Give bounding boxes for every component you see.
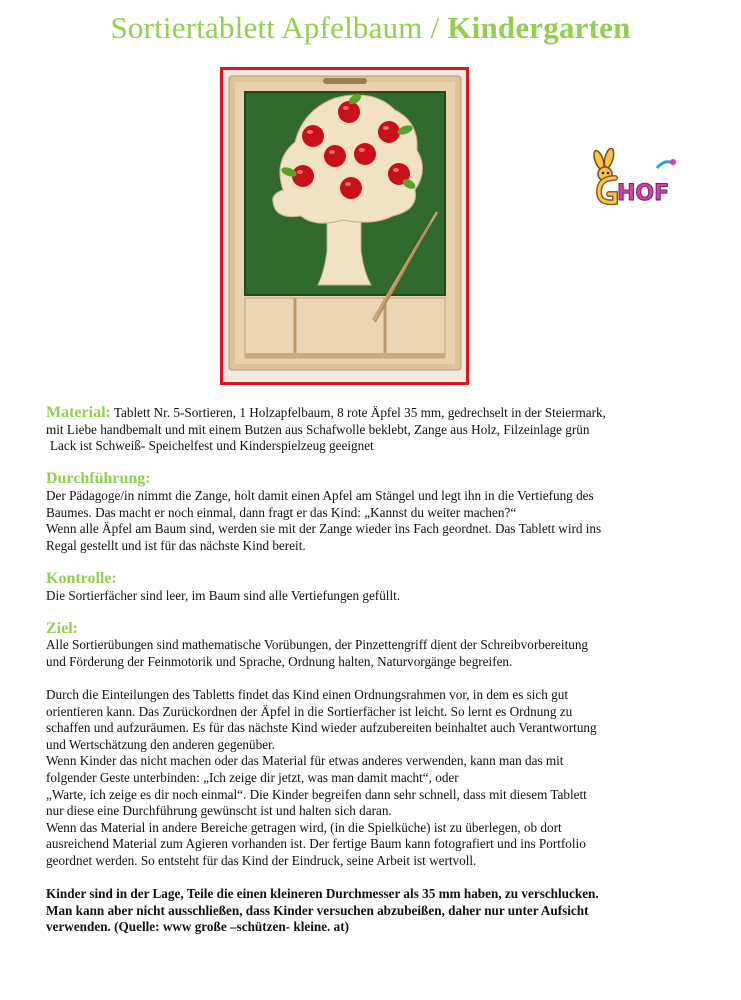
page-title	[0, 10, 741, 46]
ziel-p2-line9: Wenn das Material in andere Bereiche getragen wird, (in die Spielküche) ist zu überlegen, ob dort	[46, 819, 562, 835]
warning-line3: verwenden. (Quelle: www große –schützen- kleine. at)	[46, 919, 350, 935]
warning-line2: Man kann aber nicht ausschließen, dass Kinder versuchen abzubeißen, daher nur unter Aufsicht	[46, 902, 589, 918]
ziel-p2-line11: geordnet werden. So entsteht für das Kind der Eindruck, seine Arbeit ist wertvoll.	[46, 853, 477, 869]
material-line1: Tablett Nr. 5-Sortieren, 1 Holzapfelbaum, 8 rote Äpfel 35 mm, gedrechselt in der Steiermark,	[113, 405, 606, 420]
durchfuehrung-line1: Der Pädagoge/in nimmt die Zange, holt damit einen Apfel am Stängel und legt ihn in die Vertiefung des	[46, 487, 594, 503]
warning-line1: Kinder sind in der Lage, Teile die einen kleineren Durchmesser als 35 mm haben, zu verschlucken.	[46, 886, 599, 902]
ziel-p2-line10: ausreichend Material zum Agieren vorhanden ist. Der fertige Baum kann fotografiert und ins Portfolio	[46, 836, 586, 852]
ziel-p2-line8: nur diese eine Durchführung gewünscht ist und halten sich daran.	[46, 803, 392, 819]
ziel-p2-line6: folgender Geste unterbinden: „Ich zeige dir jetzt, was man damit macht“, oder	[46, 770, 459, 786]
material-line3: Lack ist Schweiß- Speichelfest und Kinderspielzeug geeignet	[50, 438, 374, 454]
material-line2: mit Liebe handbemalt und mit einem Butzen aus Schafwolle beklebt, Zange aus Holz, Filzeinlage grün	[46, 421, 590, 437]
durchfuehrung-line2: Baumes. Das macht er noch einmal, dann fragt er das Kind: „Kannst du weiter machen?“	[46, 504, 517, 520]
ziel-p2-line1: Durch die Einteilungen des Tabletts findet das Kind einen Ordnungsrahmen vor, in dem es sich gut	[46, 687, 569, 703]
product-photo	[220, 67, 469, 385]
kontrolle-heading: Kontrolle:	[46, 569, 117, 587]
hof-logo	[585, 148, 683, 210]
ziel-heading: Ziel:	[46, 619, 78, 637]
durchfuehrung-line4: Regal gestellt und ist für das nächste Kind bereit.	[46, 537, 306, 553]
ziel-p2-line3: schaffen und aufzuräumen. Es für das nächste Kind wieder aufzubereiten beinhaltet auch Verantwortung	[46, 720, 597, 736]
ziel-p2-line2: orientieren kann. Das Zurückordnen der Äpfel in die Sortierfächer ist leicht. So lernt es Ordnung zu	[46, 703, 573, 719]
ziel-line2: und Förderung der Feinmotorik und Sprache, Ordnung halten, Naturvorgänge begreifen.	[46, 653, 513, 669]
material-section	[46, 405, 706, 422]
ziel-line1: Alle Sortierübungen sind mathematische Vorübungen, der Pinzettengriff dient der Schreibvorbereitung	[46, 637, 589, 653]
kontrolle-line1: Die Sortierfächer sind leer, im Baum sind alle Vertiefungen gefüllt.	[46, 587, 401, 603]
durchfuehrung-line3: Wenn alle Äpfel am Baum sind, werden sie mit der Zange wieder ins Fach geordnet. Das Tablett wird ins	[46, 521, 602, 537]
ziel-p2-line7: „Warte, ich zeige es dir noch einmal“. Die Kinder begreifen dann sehr schnell, dass mit diesem Tablett	[46, 786, 587, 802]
ziel-p2-line4: und Wertschätzung den anderen gegenüber.	[46, 736, 276, 752]
sorting-tray-image	[223, 70, 466, 382]
material-heading: Material:	[46, 404, 111, 421]
title-emphasis: Kindergarten	[447, 10, 631, 45]
title-main: Sortiertablett Apfelbaum /	[110, 10, 440, 45]
ziel-p2-line5: Wenn Kinder das nicht machen oder das Material für etwas anderes verwenden, kann man das mit	[46, 753, 564, 769]
document-body	[46, 405, 706, 936]
durchfuehrung-heading: Durchführung:	[46, 470, 151, 488]
logo-text: HOF	[617, 181, 670, 206]
bunny-letters-logo-icon	[585, 148, 683, 210]
